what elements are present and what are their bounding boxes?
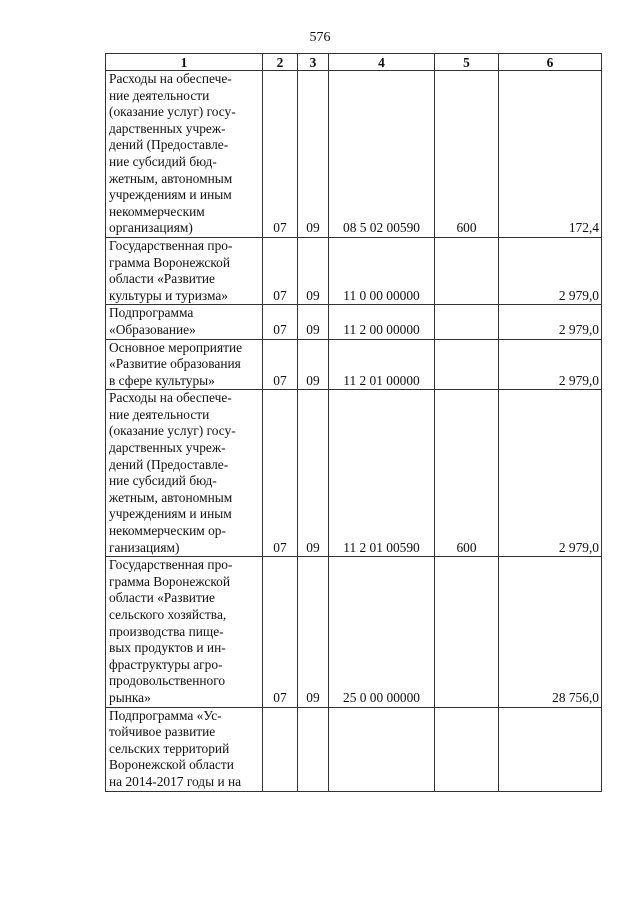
expense-name-line: Основное мероприятие <box>109 339 243 355</box>
expense-name-line: рынка» <box>109 689 151 705</box>
amount-cell: 172,4 <box>499 71 602 238</box>
subsection-code-cell: 09 <box>298 339 329 390</box>
expense-type-cell <box>435 707 499 791</box>
expense-name-line: продовольственного <box>109 673 226 689</box>
expense-name-line: вых продуктов и ин- <box>109 640 226 656</box>
expense-name-line: учреждениям и иным <box>109 506 232 522</box>
expense-name-line: «Развитие образования <box>109 356 241 372</box>
expense-name-line: культуры и туризма» <box>109 287 228 303</box>
expense-type-cell <box>435 557 499 707</box>
budget-table <box>105 53 602 792</box>
table-row <box>106 390 602 557</box>
section-code-cell: 07 <box>263 339 298 390</box>
subsection-code-cell <box>298 707 329 791</box>
section-code-cell: 07 <box>263 237 298 304</box>
expense-name-line: производства пище- <box>109 623 224 639</box>
amount-cell: 2 979,0 <box>499 237 602 304</box>
expense-name-line: дарственных учреж- <box>109 120 226 136</box>
expense-name-line: дений (Предоставле- <box>109 456 229 472</box>
expense-name-line: грамма Воронежской <box>109 573 231 589</box>
expense-name-line: сельских территорий <box>109 740 230 756</box>
table-row <box>106 237 602 304</box>
column-header: 2 <box>263 54 298 71</box>
expense-name-line: некоммерческим ор- <box>109 523 226 539</box>
expense-name-line: Расходы на обеспече- <box>109 390 232 406</box>
expense-name-line: «Образование» <box>109 321 196 337</box>
expense-name-line: (оказание услуг) госу- <box>109 104 236 120</box>
target-article-cell: 08 5 02 00590 <box>329 71 435 238</box>
target-article-cell: 11 2 00 00000 <box>329 305 435 339</box>
expense-name-line: Расходы на обеспече- <box>109 71 232 86</box>
target-article-cell: 25 0 00 00000 <box>329 557 435 707</box>
expense-name-line: Подпрограмма «Ус- <box>109 707 222 723</box>
subsection-code-cell: 09 <box>298 71 329 238</box>
target-article-cell <box>329 707 435 791</box>
amount-cell <box>499 707 602 791</box>
table-header-row <box>106 54 602 71</box>
subsection-code-cell: 09 <box>298 305 329 339</box>
expense-name-line: (оказание услуг) госу- <box>109 423 236 439</box>
expense-name-line: дений (Предоставле- <box>109 137 229 153</box>
expense-name-line: Подпрограмма <box>109 305 194 321</box>
expense-name-line: в сфере культуры» <box>109 372 215 388</box>
expense-type-cell <box>435 305 499 339</box>
expense-name-line: грамма Воронежской <box>109 254 231 270</box>
column-header: 5 <box>435 54 499 71</box>
expense-name-line: области «Развитие <box>109 271 215 287</box>
target-article-cell: 11 2 01 00000 <box>329 339 435 390</box>
table-row <box>106 71 602 238</box>
column-header: 1 <box>106 54 263 71</box>
expense-name-line: ние деятельности <box>109 406 210 422</box>
column-header: 3 <box>298 54 329 71</box>
expense-name-line: области «Развитие <box>109 590 215 606</box>
section-code-cell: 07 <box>263 305 298 339</box>
expense-name-line: Воронежской области <box>109 757 234 773</box>
column-header: 6 <box>499 54 602 71</box>
section-code-cell <box>263 707 298 791</box>
expense-name-line: организациям) <box>109 220 193 236</box>
target-article-cell: 11 0 00 00000 <box>329 237 435 304</box>
expense-name-line: тойчивое развитие <box>109 724 216 740</box>
amount-cell: 2 979,0 <box>499 339 602 390</box>
expense-name-line: сельского хозяйства, <box>109 607 227 622</box>
table-row <box>106 557 602 707</box>
column-header: 4 <box>329 54 435 71</box>
target-article-cell: 11 2 01 00590 <box>329 390 435 557</box>
table-row <box>106 339 602 390</box>
page-number: 576 <box>309 30 331 45</box>
expense-name-cell <box>106 557 263 707</box>
section-code-cell: 07 <box>263 390 298 557</box>
expense-name-line: Государственная про- <box>109 557 233 573</box>
expense-name-cell <box>106 305 263 339</box>
expense-name-line: фраструктуры агро- <box>109 656 223 672</box>
expense-name-line: ганизациям) <box>109 539 180 555</box>
subsection-code-cell: 09 <box>298 237 329 304</box>
amount-cell: 2 979,0 <box>499 390 602 557</box>
expense-name-cell <box>106 339 263 390</box>
expense-name-line: жетным, автономным <box>109 489 233 505</box>
table-row <box>106 305 602 339</box>
expense-name-line: ние субсидий бюд- <box>109 473 217 489</box>
subsection-code-cell: 09 <box>298 557 329 707</box>
expense-name-line: жетным, автономным <box>109 170 233 186</box>
expense-type-cell <box>435 339 499 390</box>
expense-type-cell: 600 <box>435 390 499 557</box>
section-code-cell: 07 <box>263 557 298 707</box>
expense-name-cell <box>106 71 263 238</box>
expense-name-line: Государственная про- <box>109 237 233 253</box>
amount-cell: 2 979,0 <box>499 305 602 339</box>
section-code-cell: 07 <box>263 71 298 238</box>
amount-cell: 28 756,0 <box>499 557 602 707</box>
expense-name-line: учреждениям и иным <box>109 187 232 203</box>
expense-name-line: дарственных учреж- <box>109 440 226 456</box>
expense-name-line: на 2014-2017 годы и на <box>109 773 242 789</box>
expense-type-cell <box>435 237 499 304</box>
expense-name-cell <box>106 707 263 791</box>
expense-name-line: ние деятельности <box>109 87 210 103</box>
expense-name-cell <box>106 237 263 304</box>
table-row <box>106 707 602 791</box>
expense-name-line: ние субсидий бюд- <box>109 153 217 169</box>
expense-name-cell <box>106 390 263 557</box>
subsection-code-cell: 09 <box>298 390 329 557</box>
expense-type-cell: 600 <box>435 71 499 238</box>
expense-name-line: некоммерческим <box>109 203 205 219</box>
